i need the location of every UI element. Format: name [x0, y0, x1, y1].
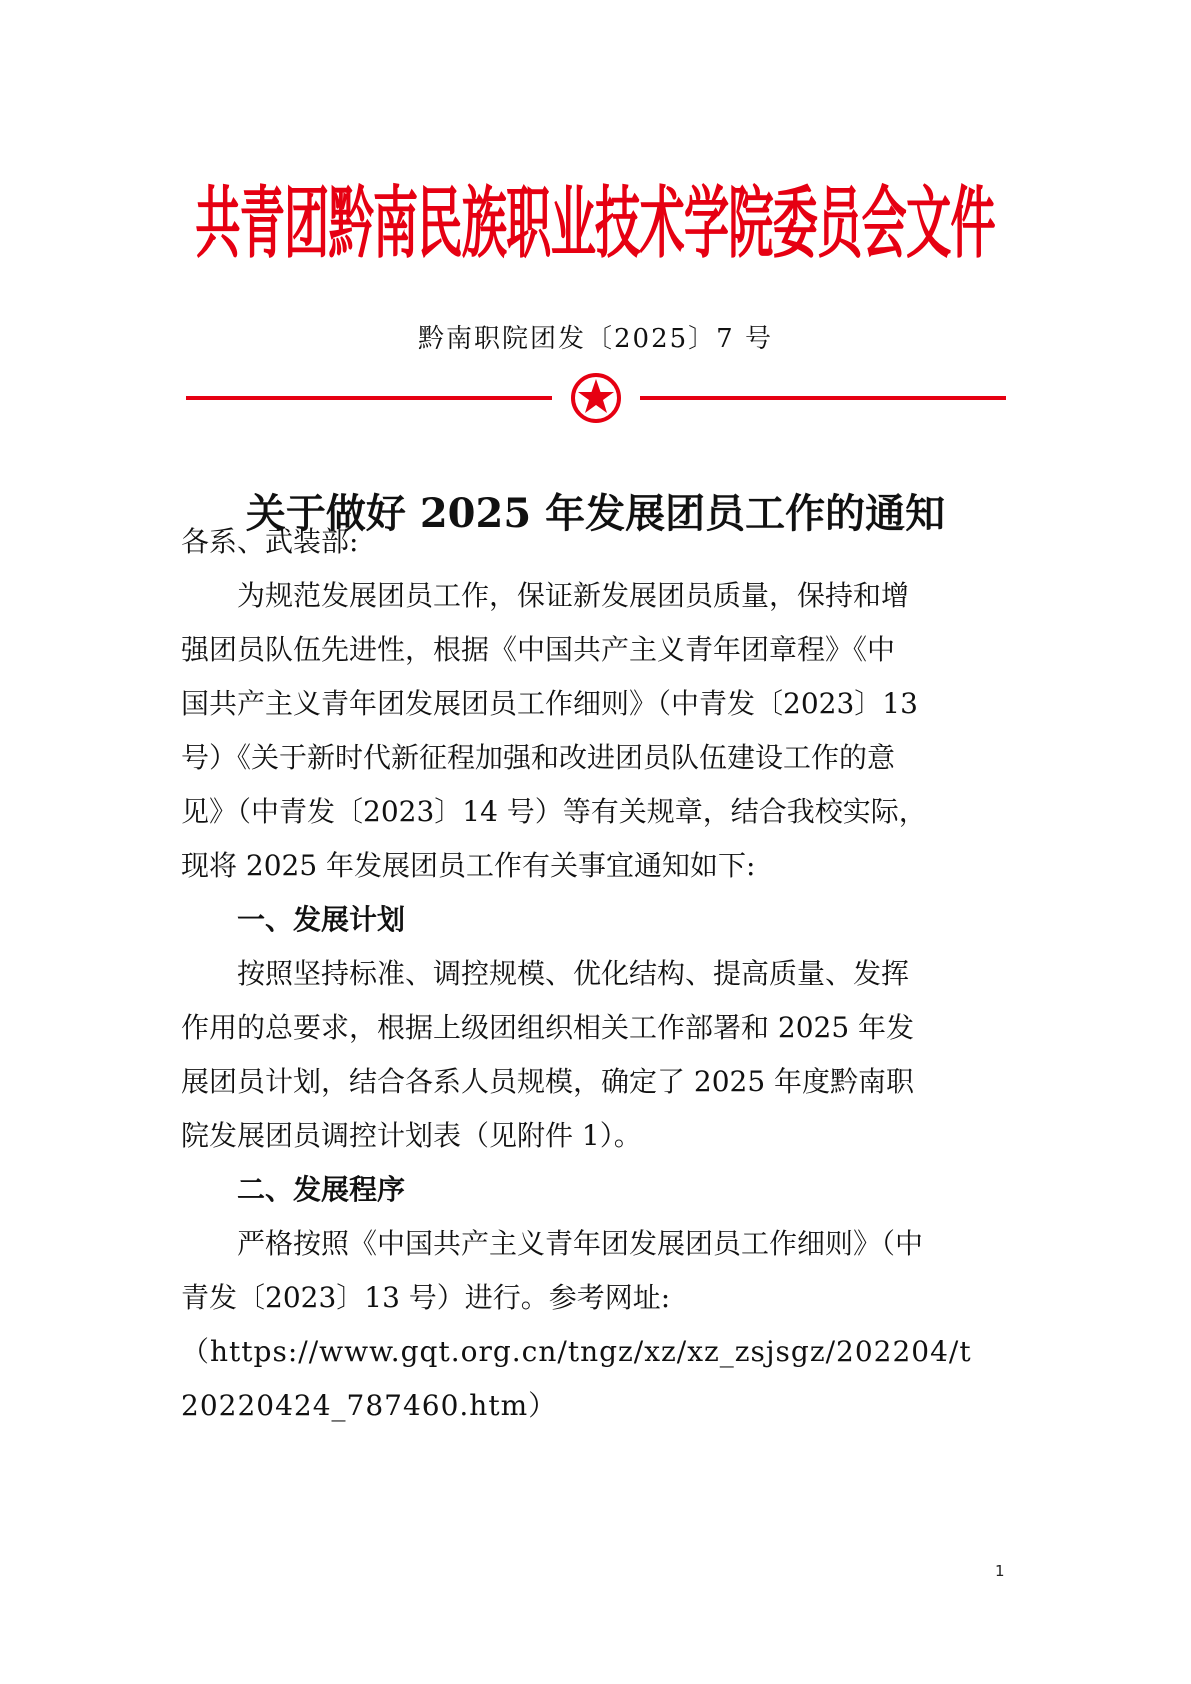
body-line: 号）《关于新时代新征程加强和改进团员队伍建设工作的意	[181, 741, 896, 774]
document-number: 黔南职院团发〔2025〕7 号	[418, 324, 773, 354]
body-line: 院发展团员调控计划表（见附件 1）。	[181, 1119, 642, 1152]
body-line: 强团员队伍先进性，根据《中国共产主义青年团章程》《中	[181, 633, 896, 666]
section-heading-plan: 一、发展计划	[237, 903, 406, 936]
masthead-text: 共青团黔南民族职业技术学院委员会文件	[195, 179, 996, 270]
reference-url-line: （https://www.gqt.org.cn/tngz/xz/xz_zsjsgz/202204/t	[181, 1335, 972, 1368]
body-line: 青发〔2023〕13 号）进行。参考网址:	[181, 1281, 671, 1314]
salutation: 各系、武装部:	[181, 525, 359, 558]
red-divider	[186, 370, 1006, 430]
page-number: 1	[995, 1562, 1005, 1580]
body-line: 作用的总要求，根据上级团组织相关工作部署和 2025 年发	[181, 1011, 915, 1044]
body-line: 国共产主义青年团发展团员工作细则》（中青发〔2023〕13	[181, 687, 918, 720]
masthead-title	[0, 160, 1191, 273]
body-line: 严格按照《中国共产主义青年团发展团员工作细则》（中	[237, 1227, 924, 1260]
body-line: 见》（中青发〔2023〕14 号）等有关规章，结合我校实际，	[181, 795, 927, 828]
notice-title: 关于做好 2025 年发展团员工作的通知	[245, 490, 946, 537]
red-star-icon	[573, 375, 619, 421]
section-heading-procedure: 二、发展程序	[237, 1173, 406, 1206]
body-line: 现将 2025 年发展团员工作有关事宜通知如下:	[181, 849, 756, 882]
body-line: 展团员计划，结合各系人员规模，确定了 2025 年度黔南职	[181, 1065, 915, 1098]
reference-url-line: 20220424_787460.htm）	[181, 1389, 558, 1422]
body-line: 为规范发展团员工作，保证新发展团员质量，保持和增	[237, 579, 910, 612]
body-line: 按照坚持标准、调控规模、优化结构、提高质量、发挥	[237, 957, 910, 990]
